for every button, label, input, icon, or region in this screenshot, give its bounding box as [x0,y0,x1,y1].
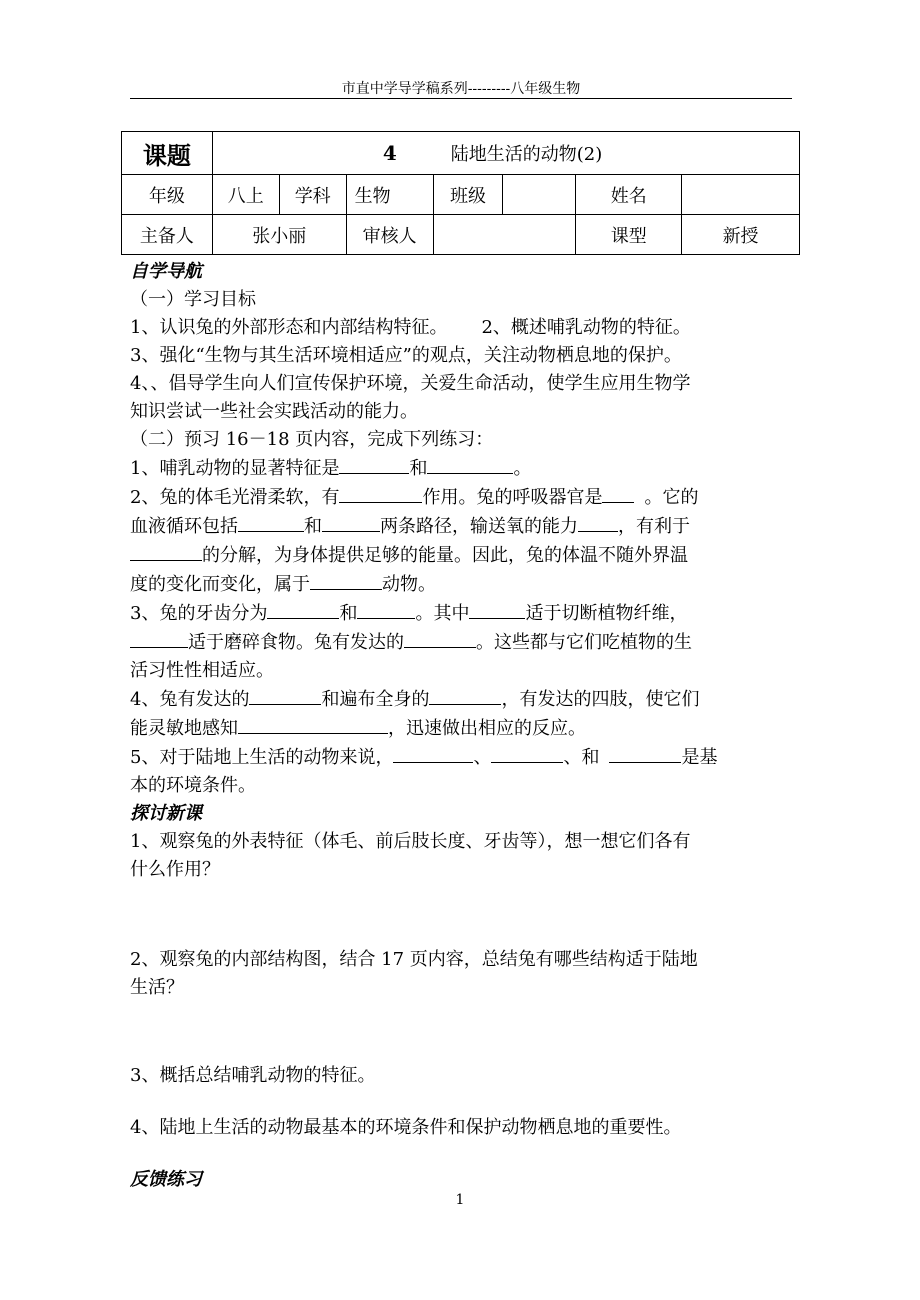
question-3-line-1 [130,599,800,628]
q2-text-f: 两条路径，输送氧的能力 [380,516,578,537]
subject-value: 生物 [346,175,433,215]
goal-line-1 [130,314,800,342]
class-label: 班级 [433,175,503,215]
name-value[interactable] [682,175,800,215]
goal-4b: 知识尝试一些社会实践活动的能力。 [130,401,418,422]
question-2-line-4 [130,570,800,599]
lesson-title-cell [212,132,799,175]
q5-text-c: 、和 [563,747,600,768]
q4-text-d: 能灵敏地感知 [130,718,238,739]
question-5-line-1 [130,743,800,772]
explore-item-2a: 2、观察兔的内部结构图，结合 17 页内容，总结兔有哪些结构适于陆地 [130,949,698,970]
q2-text-j: 动物。 [382,574,436,595]
name-label: 姓名 [576,175,682,215]
question-4-line-1 [130,685,800,714]
q3-text-b: 和 [339,603,358,624]
q1-text-b: 和 [409,458,428,479]
lesson-title: 陆地生活的动物(2) [450,144,603,165]
q3-text-a: 3、兔的牙齿分为 [130,603,268,624]
q1-blank-2[interactable] [427,454,513,474]
q2-text-c: 。它的 [644,487,699,508]
q1-text-c: 。 [513,458,532,479]
q5-blank-3[interactable] [609,743,681,763]
q4-blank-1[interactable] [249,685,321,705]
explore-item-2b: 生活？ [130,977,184,998]
q4-blank-3[interactable] [238,714,388,734]
q2-blank-3[interactable] [238,512,304,532]
q5-text-d: 是基 [681,747,718,768]
explore-heading: 探讨新课 [130,803,202,824]
question-4-line-2 [130,714,800,743]
type-label: 课型 [576,215,682,255]
q5-text-a: 5、对于陆地上生活的动物来说， [130,747,394,768]
explore-item-1b: 什么作用？ [130,859,220,880]
q4-text-c: ，有发达的四肢，使它们 [501,689,700,710]
preview-heading: （二）预习 16－18 页内容，完成下列练习： [130,429,494,450]
q2-text-d: 血液循环包括 [130,516,238,537]
question-1 [130,454,800,483]
document-header: 市直中学导学稿系列---------八年级生物 [341,81,581,97]
q3-blank-1[interactable] [267,599,339,619]
q4-text-b: 和遍布全身的 [321,689,430,710]
q3-blank-5[interactable] [404,628,476,648]
question-2-line-3 [130,541,800,570]
subject-label: 学科 [279,175,346,215]
q5-blank-2[interactable] [491,743,563,763]
q3-text-e: 适于磨碎食物。兔有发达的 [188,632,404,653]
q2-text-e: 和 [304,516,322,537]
preparer-value: 张小丽 [212,215,346,255]
q2-blank-2[interactable] [602,483,634,503]
q4-text-e: ，迅速做出相应的反应。 [388,718,586,739]
goals-heading: （一）学习目标 [130,289,256,310]
q4-blank-2[interactable] [429,685,501,705]
answer-space-3[interactable] [130,1090,800,1114]
q3-text-c: 。其中 [415,603,470,624]
class-value[interactable] [503,175,576,215]
q2-text-g: ，有利于 [618,516,690,537]
page-number: 1 [455,1192,465,1208]
q2-blank-7[interactable] [310,570,382,590]
q2-blank-5[interactable] [578,512,618,532]
goal-4a: 4、、倡导学生向人们宣传保护环境，关爱生命活动，使学生应用生物学 [130,373,691,394]
q5-text-b: 、 [473,747,492,768]
q2-blank-6[interactable] [130,541,202,561]
q2-text-a: 2、兔的体毛光滑柔软，有 [130,487,340,508]
lesson-info-table [121,131,800,255]
q2-blank-1[interactable] [339,483,422,503]
q3-text-d: 适于切断植物纤维， [525,603,688,624]
answer-space-4[interactable] [130,1142,800,1166]
question-3-line-3: 活习性性相适应。 [130,660,274,681]
q5-blank-1[interactable] [393,743,473,763]
question-2-line-1 [130,483,800,512]
explore-item-3: 3、概括总结哺乳动物的特征。 [130,1065,376,1086]
q3-blank-2[interactable] [357,599,415,619]
q2-blank-4[interactable] [322,512,380,532]
goal-2: 2、概述哺乳动物的特征。 [481,317,691,338]
question-3-line-2 [130,628,800,657]
q2-text-i: 度的变化而变化，属于 [130,574,310,595]
q4-text-a: 4、兔有发达的 [130,689,250,710]
lesson-number: 4 [382,141,397,165]
q2-text-b: 作用。兔的呼吸器官是 [422,487,603,508]
question-2-line-2 [130,512,800,541]
reviewer-label: 审核人 [346,215,433,255]
q3-blank-3[interactable] [469,599,525,619]
answer-space-1[interactable] [130,884,800,946]
header-rule [130,98,792,99]
answer-space-2[interactable] [130,1002,800,1062]
type-value: 新授 [682,215,800,255]
explore-item-4: 4、陆地上生活的动物最基本的环境条件和保护动物栖息地的重要性。 [130,1117,682,1138]
self-study-heading: 自学导航 [130,261,202,282]
grade-label: 年级 [122,175,213,215]
goal-3: 3、强化“生物与其生活环境相适应”的观点，关注动物栖息地的保护。 [130,345,682,366]
grade-value: 八上 [212,175,279,215]
q2-text-h: 的分解，为身体提供足够的能量。因此，兔的体温不随外界温 [202,545,688,566]
reviewer-value[interactable] [433,215,576,255]
question-5-line-2: 本的环境条件。 [130,775,256,796]
worksheet-content [130,258,800,1194]
q3-text-f: 。这些都与它们吃植物的生 [476,632,692,653]
q3-blank-4[interactable] [130,628,188,648]
q1-blank-1[interactable] [339,454,409,474]
explore-item-1a: 1、观察兔的外表特征（体毛、前后肢长度、牙齿等），想一想它们各有 [130,831,691,852]
feedback-heading: 反馈练习 [130,1169,202,1190]
topic-label: 课题 [122,132,213,175]
goal-1: 1、认识兔的外部形态和内部结构特征。 [130,317,448,338]
q1-text-a: 1、哺乳动物的显著特征是 [130,458,340,479]
preparer-label: 主备人 [122,215,213,255]
